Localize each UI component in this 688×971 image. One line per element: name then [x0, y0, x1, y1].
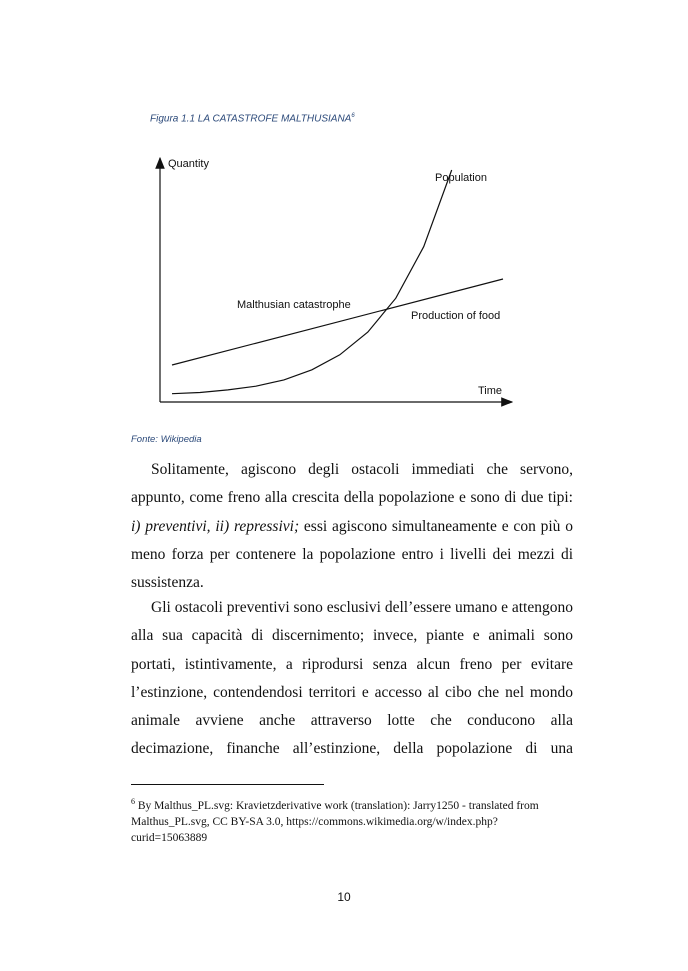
y-axis-label: Quantity — [168, 158, 209, 170]
figure-source: Fonte: Wikipedia — [131, 434, 202, 445]
paragraph-1-part-b: essi agiscono simultaneamente e con più o meno forza per contenere la popolazione entro i livelli dei mezzi di sussistenza. — [131, 517, 574, 592]
legend-production-of-food: Production of food — [411, 310, 501, 322]
paragraph-2-text: Gli ostacoli preventivi sono esclusivi dell’essere umano e attengono alla sua capacità di discernimento; invece, piante e animali sono portati, istintivamente, a riprodursi senza alcun freno per evitare l’estinzione, contendendosi territori e accesso al cibo che nel mondo animale avviene anche attraverso lotte che conducono alla decimazione, finanche all’estinzione, della popolazione di una — [131, 599, 573, 758]
page-number: 10 — [337, 890, 351, 904]
annotation-malthusian-catastrophe: Malthusian catastrophe — [237, 299, 351, 311]
legend-population: Population — [435, 172, 487, 184]
series-line-population — [172, 170, 452, 394]
footnote-separator — [131, 784, 324, 785]
paragraph-1-part-a: Solitamente, agiscono degli ostacoli immediati che servono, appunto, come freno alla crescita della popolazione e sono di due tipi: — [131, 461, 573, 507]
malthus-chart — [150, 148, 520, 410]
footnote-ref: 6 — [351, 113, 355, 119]
footnote — [131, 794, 551, 846]
series-line-production-of-food — [172, 279, 503, 365]
paragraph-2 — [131, 594, 573, 764]
paragraph-1-text — [131, 456, 573, 597]
footnote-text: By Malthus_PL.svg: Kravietzderivative work (translation): Jarry1250 - translated from Malthus_PL.svg, CC BY-SA 3.0, https://commons.wikimedia.org/w/index.php?curid=15063889 — [131, 799, 539, 844]
figure-caption-text: Figura 1.1 LA CATASTROFE MALTHUSIANA — [150, 113, 352, 125]
figure-caption — [150, 113, 355, 124]
paragraph-1-italic: i) preventivi, ii) repressivi; — [131, 517, 300, 535]
x-axis-label: Time — [478, 385, 503, 397]
paragraph-1 — [131, 456, 573, 597]
footnote-number: 6 — [131, 797, 135, 806]
